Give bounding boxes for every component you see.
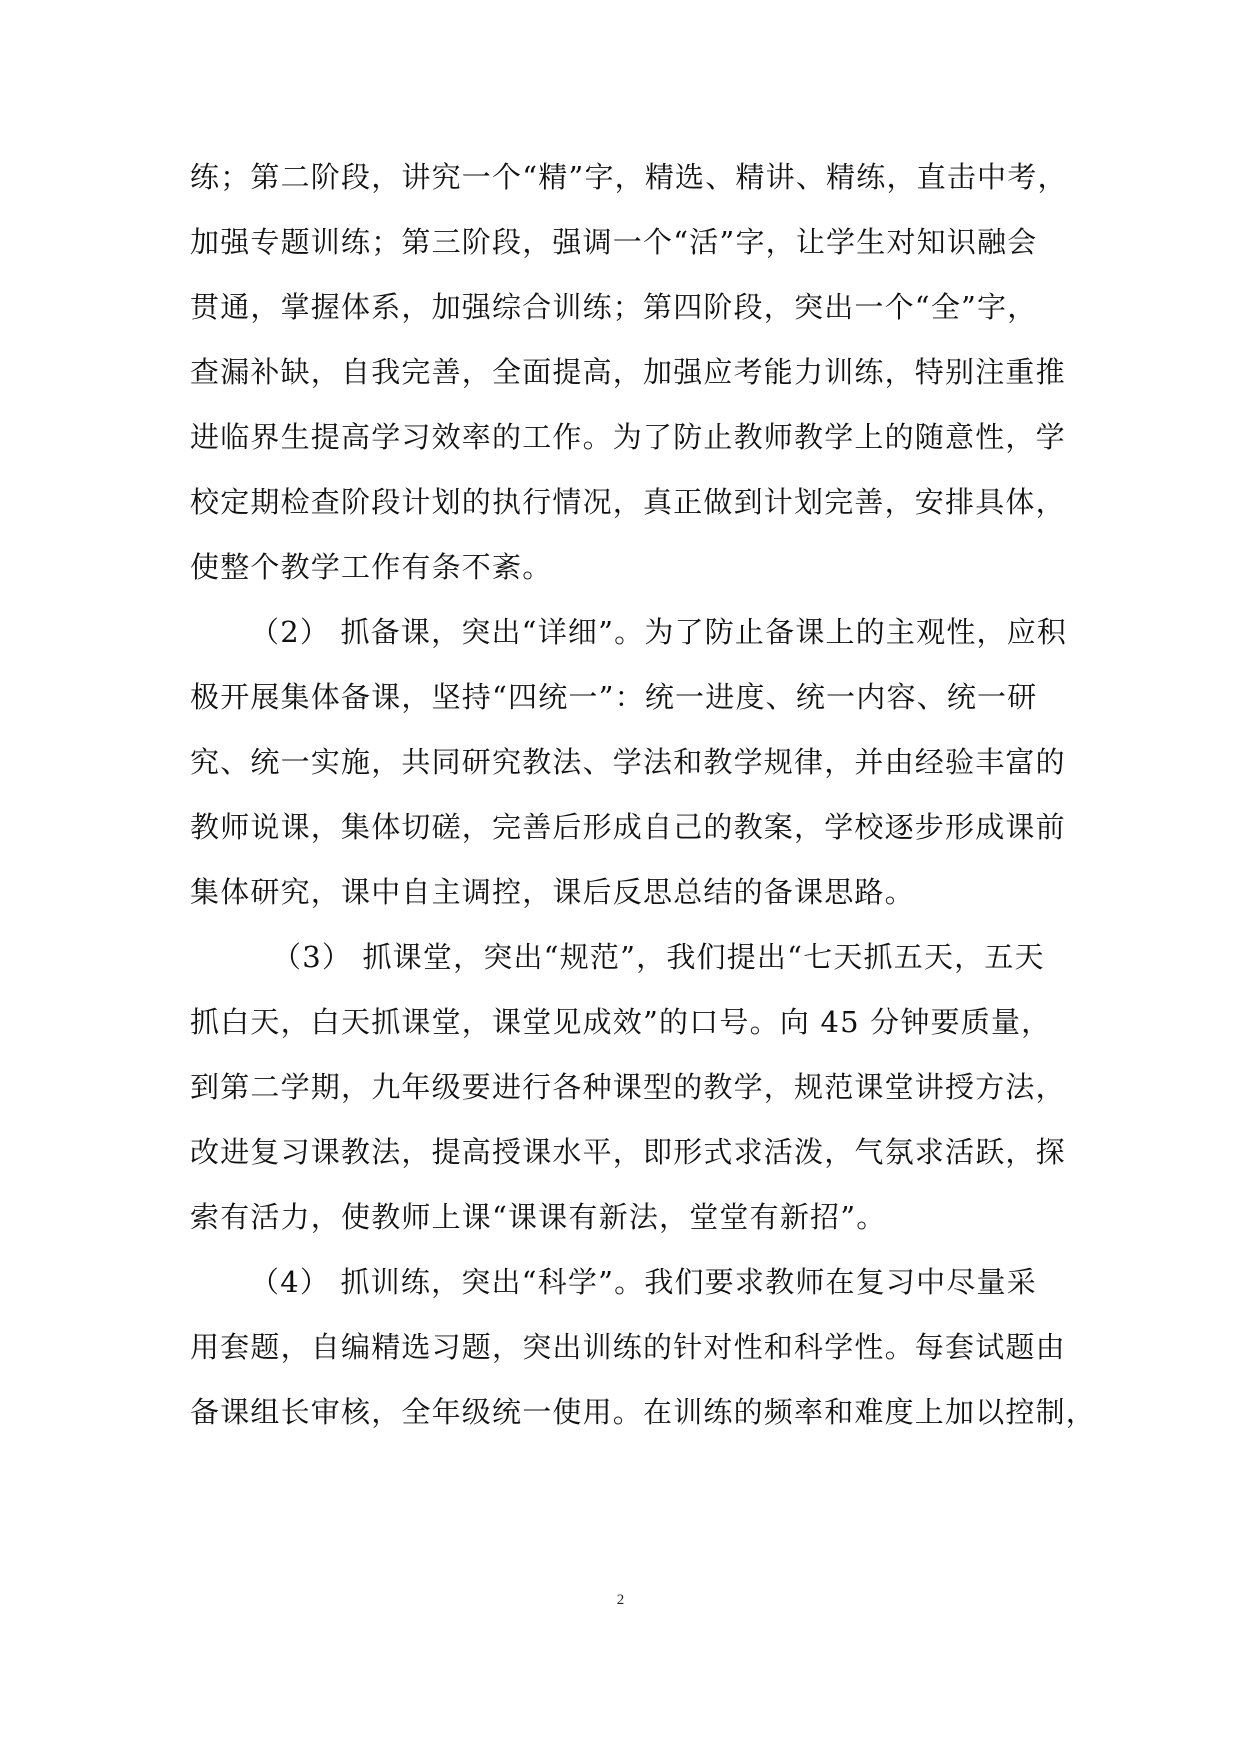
text-line: 到第二学期，九年级要进行各种课型的教学，规范课堂讲授方法， bbox=[190, 1070, 1066, 1104]
page-number: 2 bbox=[616, 1592, 625, 1608]
text-line: 校定期检查阶段计划的执行情况，真正做到计划完善，安排具体， bbox=[190, 485, 1066, 519]
text-line: 教师说课，集体切磋，完善后形成自己的教案，学校逐步形成课前 bbox=[190, 810, 1066, 844]
text-line: 极开展集体备课，坚持“四统一”：统一进度、统一内容、统一研 bbox=[190, 680, 1038, 714]
text-line: 使整个教学工作有条不紊。 bbox=[190, 550, 553, 584]
text-line: 改进复习课教法，提高授课水平，即形式求活泼，气氛求活跃，探 bbox=[190, 1135, 1066, 1169]
paragraph-3-first-line: （3） 抓课堂，突出“规范”，我们提出“七天抓五天，五天 bbox=[272, 940, 1045, 974]
text-line: 练；第二阶段，讲究一个“精”字，精选、精讲、精练，直击中考， bbox=[190, 160, 1068, 194]
text-line: 抓白天，白天抓课堂，课堂见成效”的口号。向 45 分钟要质量， bbox=[190, 1005, 1052, 1039]
text-line: 备课组长审核，全年级统一使用。在训练的频率和难度上加以控制， bbox=[190, 1395, 1097, 1429]
text-line: 用套题，自编精选习题，突出训练的针对性和科学性。每套试题由 bbox=[190, 1330, 1066, 1364]
text-line: 查漏补缺，自我完善，全面提高，加强应考能力训练，特别注重推 bbox=[190, 355, 1066, 389]
text-line: 究、统一实施，共同研究教法、学法和教学规律，并由经验丰富的 bbox=[190, 745, 1066, 779]
text-line: 进临界生提高学习效率的工作。为了防止教师教学上的随意性，学 bbox=[190, 420, 1066, 454]
text-line: 集体研究，课中自主调控，课后反思总结的备课思路。 bbox=[190, 875, 915, 909]
text-line: 加强专题训练；第三阶段，强调一个“活”字，让学生对知识融会 bbox=[190, 225, 1038, 259]
text-line: 索有活力，使教师上课“课课有新法，堂堂有新招”。 bbox=[190, 1200, 887, 1234]
paragraph-2-first-line: （2） 抓备课，突出“详细”。为了防止备课上的主观性，应积 bbox=[250, 615, 1068, 649]
text-line: 贯通，掌握体系，加强综合训练；第四阶段，突出一个“全”字， bbox=[190, 290, 1038, 324]
paragraph-4-first-line: （4） 抓训练，突出“科学”。我们要求教师在复习中尽量采 bbox=[250, 1265, 1037, 1299]
